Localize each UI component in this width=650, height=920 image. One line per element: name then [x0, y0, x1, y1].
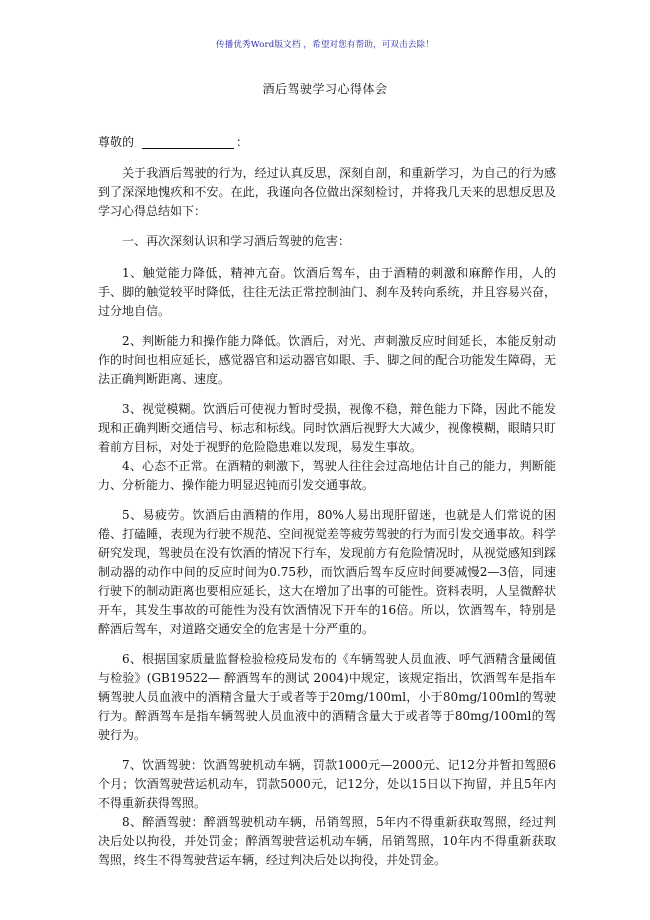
- document-banner: 传播优秀Word版文档 ，希望对您有帮助，可双击去除！: [216, 40, 434, 50]
- intro-paragraph: 关于我酒后驾驶的行为，经过认真反思，深刻自剖，和重新学习，为自己的行为感到了深深地愧疚和不安。在此，我谨向各位做出深刻检讨，并将我几天来的思想反思及学习心得总结如下：: [98, 166, 556, 218]
- recipient-blank: [142, 136, 234, 149]
- salutation-suffix: ：: [236, 135, 249, 149]
- document-body: [98, 133, 556, 881]
- point-2-paragraph: 2、判断能力和操作能力降低。饮酒后，对光、声刺激反应时间延长，本能反射动作的时间也相应延长，感觉器官和运动器官如眼、手、脚之间的配合功能发生障碍，无法正确判断距离、速度。: [98, 334, 556, 386]
- document-title: 酒后驾驶学习心得体会: [262, 82, 388, 96]
- point-7-paragraph: 7、饮酒驾驶：饮酒驾驶机动车辆，罚款1000元—2000元、记12分并暂扣驾照6个月；饮酒驾驶营运机动车，罚款5000元，记12分，处以15日以下拘留，并且5年内不得重新获得驾照。: [98, 758, 556, 810]
- point-4-paragraph: 4、心态不正常。在酒精的刺激下，驾驶人往往会过高地估计自己的能力，判断能力、分析能力、操作能力明显迟钝而引发交通事故。: [98, 459, 556, 492]
- point-8-paragraph: 8、醉酒驾驶：醉酒驾驶机动车辆，吊销驾照，5年内不得重新获取驾照，经过判决后处以拘役，并处罚金；醉酒驾驶营运机动车辆，吊销驾照，10年内不得重新获取驾照，终生不得驾驶营运车辆，经过判决后处以拘役，并处罚金。: [98, 815, 556, 867]
- point-6-paragraph: 6、根据国家质量监督检验检疫局发布的《车辆驾驶人员血液、呼气酒精含量阈值与检验》(GB19522— 醉酒驾车的测试 2004)中规定，该规定指出，饮酒驾车是指车辆驾驶人员血液中的酒精含量大于或者等于20mg/100ml，小于80mg/100ml的驾驶行为。醉酒驾车是指车辆驾驶人员血液中的酒精含量大于或者等于80mg/100ml的驾驶行为。: [98, 652, 556, 742]
- salutation-line: [98, 133, 556, 152]
- point-3-paragraph: 3、视觉模糊。饮酒后可使视力暂时受损，视像不稳，辩色能力下降，因此不能发现和正确判断交通信号、标志和标线。同时饮酒后视野大大减少，视像模糊，眼睛只盯着前方目标，对处于视野的危险隐患难以发现，易发生事故。: [98, 402, 556, 454]
- point-5-paragraph: 5、易疲劳。饮酒后由酒精的作用，80%人易出现肝留迷，也就是人们常说的困倦、打磕睡，表现为行驶不规范、空间视觉差等疲劳驾驶的行为而引发交通事故。科学研究发现，驾驶员在没有饮酒的情况下行车，发现前方有危险情况时，从视觉感知到踩制动器的动作中间的反应时间为0.75秒，而饮酒后驾车反应时间要减慢2—3倍，同速行驶下的制动距离也要相应延长，这大在增加了出事的可能性。资料表明，人呈微醉状开车，其发生事故的可能性为没有饮酒情况下开车的16倍。所以，饮酒驾车，特别是醉酒后驾车，对道路交通安全的危害是十分严重的。: [98, 508, 556, 636]
- section-heading: 一、再次深刻认识和学习酒后驾驶的危害：: [122, 234, 351, 248]
- point-1-paragraph: 1、触觉能力降低，精神亢奋。饮酒后驾车，由于酒精的刺激和麻醉作用，人的手、脚的触觉较平时降低，往往无法正常控制油门、刹车及转向系统，并且容易兴奋，过分地自信。: [98, 266, 556, 318]
- salutation-prefix: 尊敬的: [98, 135, 135, 149]
